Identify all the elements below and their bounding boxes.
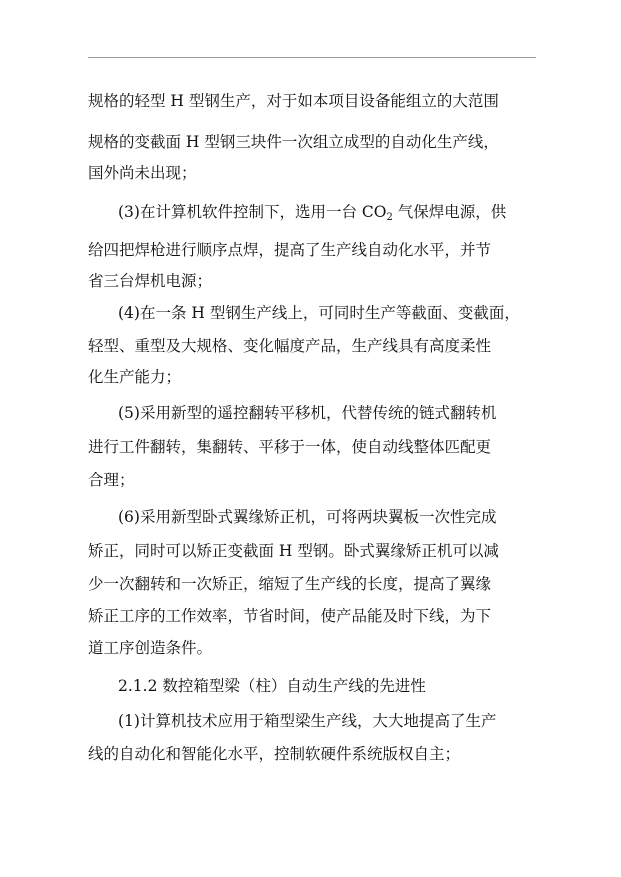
- text-line: 矫正工序的工作效率，节省时间，使产品能及时下线，为下: [88, 607, 492, 625]
- text-line: 规格的轻型 H 型钢生产，对于如本项目设备能组立的大范围: [88, 92, 499, 110]
- text-line: 合理；: [88, 471, 135, 489]
- text-line: (6)采用新型卧式翼缘矫正机，可将两块翼板一次性完成: [118, 508, 497, 526]
- text-line: 轻型、重型及大规格、变化幅度产品，生产线具有高度柔性: [88, 337, 492, 355]
- text-line: (4)在一条 H 型钢生产线上，可同时生产等截面、变截面，: [118, 304, 520, 322]
- header-rule: [88, 57, 536, 58]
- text-line: 给四把焊枪进行顺序点焊，提高了生产线自动化水平，并节: [88, 241, 492, 259]
- text-line: 矫正，同时可以矫正变截面 H 型钢。卧式翼缘矫正机可以减: [88, 542, 499, 560]
- text-line: 线的自动化和智能化水平，控制软硬件系统版权自主；: [88, 745, 461, 763]
- text-segment: (3)在计算机软件控制下，选用一台: [118, 203, 362, 221]
- formula-subscript: 2: [386, 212, 393, 223]
- text-segment: 气保焊电源，供: [392, 203, 507, 221]
- text-line: 化生产能力；: [88, 368, 182, 386]
- text-line: 规格的变截面 H 型钢三块件一次组立成型的自动化生产线，: [88, 133, 499, 151]
- text-line: 少一次翻转和一次矫正，缩短了生产线的长度，提高了翼缘: [88, 575, 492, 593]
- text-line: [118, 201, 506, 223]
- chemical-formula: [362, 203, 393, 221]
- section-heading: 2.1.2 数控箱型梁（柱）自动生产线的先进性: [118, 677, 426, 695]
- text-line: (5)采用新型的遥控翻转平移机，代替传统的链式翻转机: [118, 404, 497, 422]
- text-line: (1)计算机技术应用于箱型梁生产线，大大地提高了生产: [118, 712, 497, 730]
- text-line: 道工序创造条件。: [88, 639, 213, 657]
- text-line: 进行工件翻转，集翻转、平移于一体，使自动线整体匹配更: [88, 438, 492, 456]
- formula-base: CO: [361, 203, 387, 221]
- text-line: 国外尚未出现；: [88, 164, 197, 182]
- text-line: 省三台焊机电源；: [88, 272, 213, 290]
